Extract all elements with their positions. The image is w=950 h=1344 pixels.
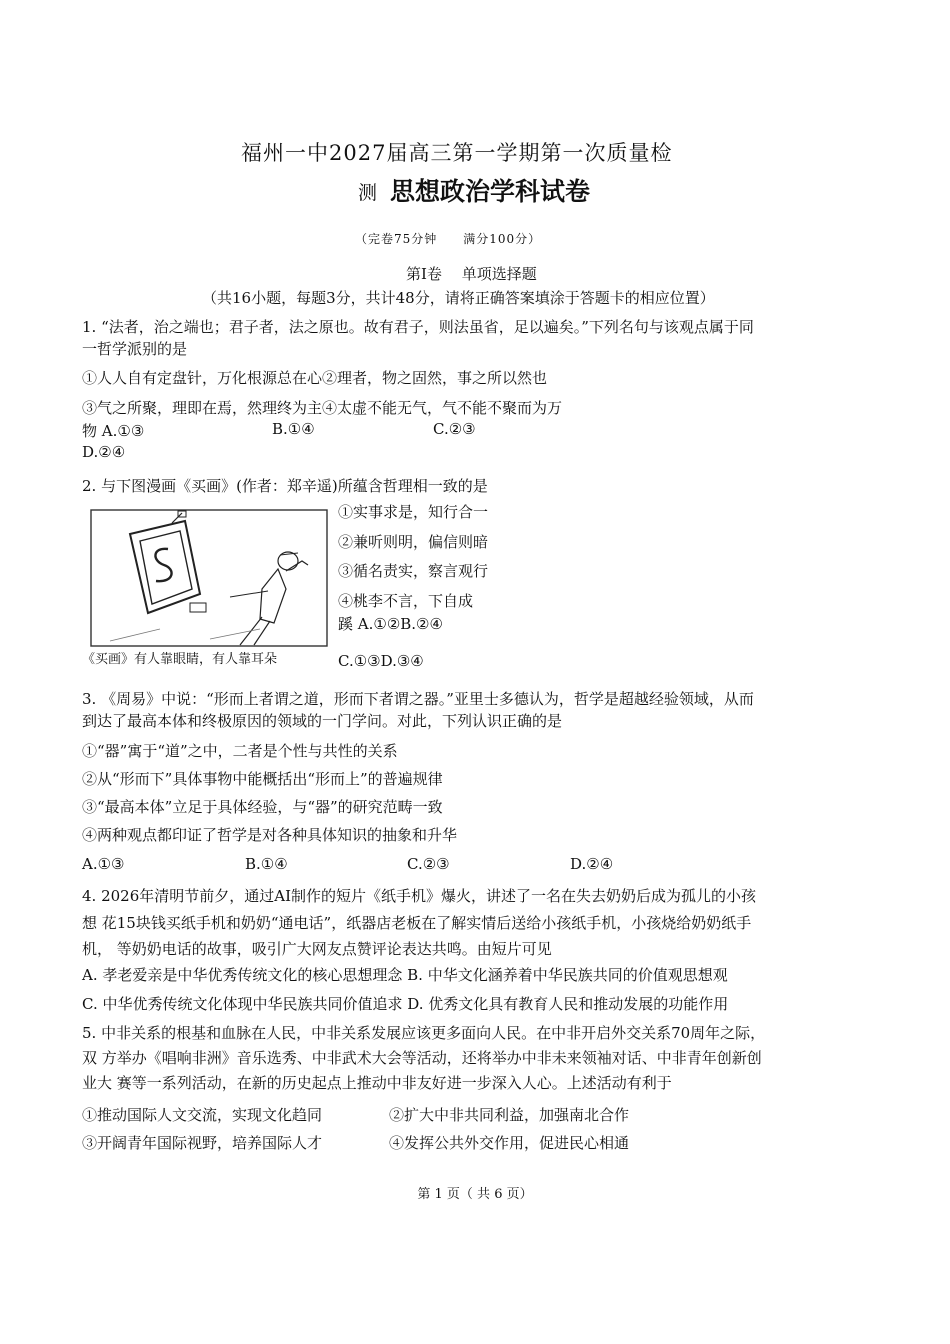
text-line: ②扩大中非共同利益，加强南北合作 [389, 1106, 630, 1124]
text-line: ①实事求是，知行合一 [338, 503, 489, 521]
text-line: 想 花15块钱买纸手机和奶奶“通电话”，纸器店老板在了解实情后送给小孩纸手机，小孩烧给奶奶纸手 [82, 914, 752, 932]
text-line: 机， 等奶奶电话的故事，吸引广大网友点赞评论表达共鸣。由短片可见 [82, 940, 552, 958]
text-line: ②兼听则明，偏信则暗 [338, 533, 489, 551]
text-line: ①“器”寓于“道”之中，二者是个性与共性的关系 [82, 742, 398, 760]
text-line: A.①③ [82, 855, 125, 873]
text-line: A. 孝老爱亲是中华优秀传统文化的核心思想理念 B. 中华文化涵养着中华民族共同的价值观思想观 [82, 966, 728, 984]
text-line: 蹊 A.①②B.②④ [338, 615, 443, 633]
section-note: （共16小题，每题3分，共计48分，请将正确答案填涂于答题卡的相应位置） [202, 289, 715, 307]
text-line: ④桃李不言，下自成 [338, 592, 474, 610]
text-line: 业大 赛等一系列活动，在新的历史起点上推动中非友好进一步深入人心。上述活动有利于 [82, 1074, 672, 1092]
text-line: C.②③ [407, 855, 450, 873]
text-line: ①人人自有定盘针，万化根源总在心②理者，物之固然，事之所以然也 [82, 369, 548, 387]
text-line: 到达了最高本体和终极原因的领域的一门学问。对此，下列认识正确的是 [82, 712, 563, 730]
text-line: 一哲学派别的是 [82, 340, 188, 358]
text-line: ①推动国际人文交流，实现文化趋同 [82, 1106, 323, 1124]
text-line: 2. 与下图漫画《买画》(作者：郑辛遥)所蕴含哲理相一致的是 [82, 477, 488, 495]
text-line: D.②④ [82, 443, 126, 461]
page-footer: 第 1 页（ 共 6 页） [417, 1187, 533, 1202]
text-line: ④两种观点都印证了哲学是对各种具体知识的抽象和升华 [82, 826, 458, 844]
text-line: 5. 中非关系的根基和血脉在人民，中非关系发展应该更多面向人民。在中非开启外交关系70周年之际， [82, 1024, 766, 1042]
text-line: C. 中华优秀传统文化体现中华民族共同价值追求 D. 优秀文化具有教育人民和推动发展的功能作用 [82, 995, 729, 1013]
text-line: 3. 《周易》中说：“形而上者谓之道，形而下者谓之器。”亚里士多德认为，哲学是超越经验领域，从而 [82, 690, 754, 708]
text-line: 双 方举办《唱响非洲》音乐选秀、中非武术大会等活动，还将举办中非未来领袖对话、中非青年创新创 [82, 1049, 762, 1067]
text-line: ②从“形而下”具体事物中能概括出“形而上”的普遍规律 [82, 770, 443, 788]
text-line: ③开阔青年国际视野，培养国际人才 [82, 1134, 323, 1152]
exam-title-line1: 福州一中2027届高三第一学期第一次质量检 [241, 141, 673, 165]
text-line: ③“最高本体”立足于具体经验，与“器”的研究范畴一致 [82, 798, 443, 816]
text-line: ③循名责实，察言观行 [338, 562, 489, 580]
text-line: 4. 2026年清明节前夕，通过AI制作的短片《纸手机》爆火，讲述了一名在失去奶奶后成为孤儿的小孩 [82, 887, 757, 905]
text-line: C.①③D.③④ [338, 652, 424, 670]
text-line: ③气之所聚，理即在焉，然理终为主④太虚不能无气，气不能不聚而为万 [82, 399, 563, 417]
text-line: D.②④ [570, 855, 614, 873]
figure-caption: 《买画》有人靠眼睛，有人靠耳朵 [82, 652, 278, 667]
text-line: B.①④ [272, 420, 315, 438]
text-line: B.①④ [245, 855, 288, 873]
text-line: 物 A.①③ [82, 422, 145, 440]
exam-title-line2-start: 测 [358, 182, 378, 204]
text-line: C.②③ [433, 420, 476, 438]
text-line: 1. “法者，治之端也；君子者，法之原也。故有君子，则法虽省，足以遍矣。”下列名句与该观点属于同 [82, 318, 754, 336]
exam-subtitle: （完卷75分钟 满分100分） [355, 232, 542, 246]
exam-title-line2-main: 思想政治学科试卷 [390, 177, 591, 206]
text-line: ④发挥公共外交作用，促进民心相通 [389, 1134, 630, 1152]
cartoon-image [90, 509, 328, 647]
section-title: 第Ⅰ卷 单项选择题 [406, 265, 537, 283]
